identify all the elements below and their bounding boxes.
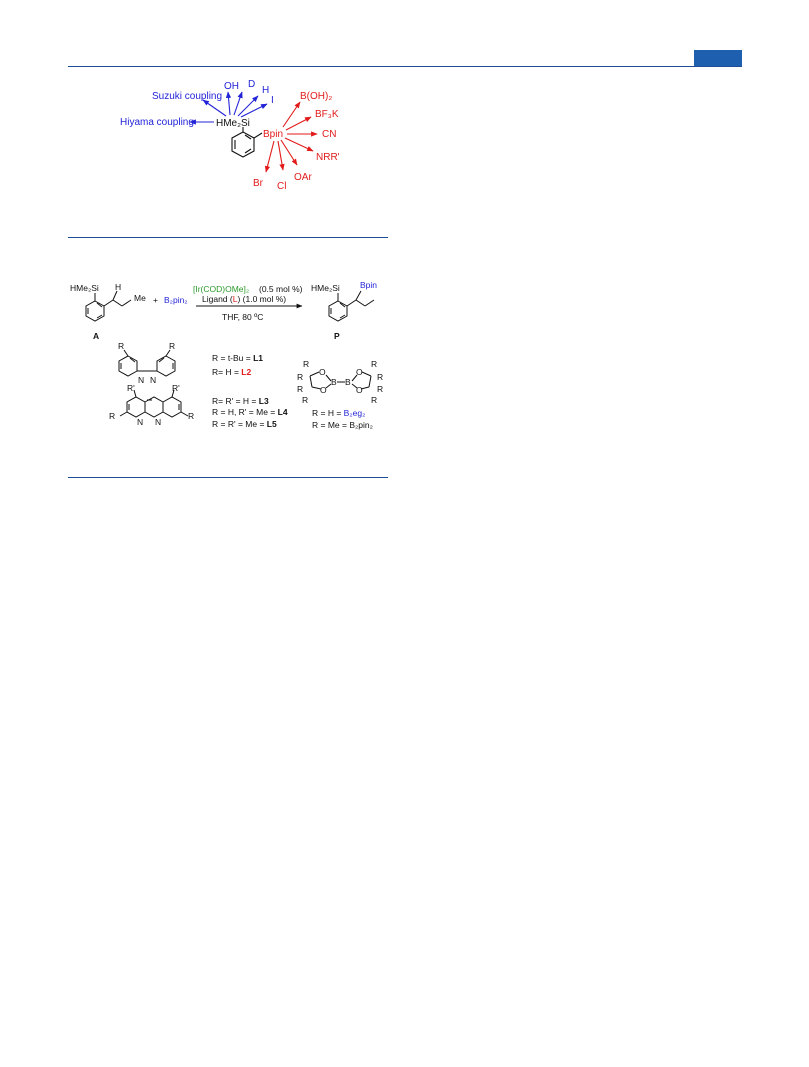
reactant-silyl: HMe₂Si: [70, 283, 99, 293]
trifluoroborate-label: BF₃K: [315, 109, 339, 120]
suzuki-coupling-label: Suzuki coupling: [152, 91, 223, 102]
catalyst-loading: (0.5 mol %): [259, 284, 303, 294]
diboron-r1: R: [303, 359, 310, 369]
aryloxy-label: OAr: [294, 172, 312, 183]
bipy-n-left: N: [138, 375, 145, 385]
bipy-r-right: R: [169, 341, 176, 351]
bipyridine-structure: [119, 350, 175, 376]
phen-rp-right: R': [172, 383, 180, 393]
borylation-scheme: [70, 280, 383, 430]
chloro-label: Cl: [277, 181, 287, 192]
b2pin2-reagent: B₂pin₂: [164, 295, 188, 305]
phenanthroline-structure: [120, 390, 188, 417]
ligand-l2-def: R= H = L2: [212, 367, 252, 377]
diboron-o1: O: [319, 367, 326, 377]
label-p: P: [334, 331, 340, 341]
reactant-a-structure: [86, 291, 131, 321]
amine-label: NRR': [316, 152, 340, 163]
h-label: H: [262, 85, 270, 96]
phen-rp-left: R': [127, 383, 135, 393]
diboron-b2: B: [345, 377, 351, 387]
solvent-temperature: THF, 80 ºC: [222, 312, 264, 322]
diboron-o4: O: [356, 385, 363, 395]
diboron-b2eg2-def: R = H = B₂eg₂: [312, 408, 366, 418]
product-bpin: Bpin: [360, 280, 378, 290]
hiyama-coupling-label: Hiyama coupling: [120, 117, 194, 128]
diboron-r7: R: [377, 384, 384, 394]
bipy-n-right: N: [150, 375, 157, 385]
bromo-label: Br: [253, 178, 263, 189]
diboron-r3: R: [297, 384, 304, 394]
ligand-conditions: Ligand (L) (1.0 mol %): [202, 294, 287, 304]
cyano-label: CN: [322, 129, 337, 140]
phen-n-right: N: [155, 417, 162, 427]
ligand-l4-def: R = H, R' = Me = L4: [212, 407, 288, 417]
silyl-group: HMe₂Si: [216, 118, 250, 129]
diboron-r6: R: [377, 372, 384, 382]
diboron-r5: R: [371, 359, 378, 369]
d-label: D: [248, 79, 256, 90]
phen-n-left: N: [137, 417, 144, 427]
diboron-r8: R: [371, 395, 378, 405]
reactant-methyl: Me: [134, 293, 146, 303]
diboron-b1: B: [331, 377, 337, 387]
bpin-group: Bpin: [263, 129, 284, 140]
product-silyl: HMe₂Si: [311, 283, 340, 293]
product-p-structure: [329, 291, 374, 321]
diboron-o3: O: [356, 367, 363, 377]
phen-r-left: R: [109, 411, 116, 421]
ligand-l5-def: R = R' = Me = L5: [212, 419, 277, 429]
boronic-acid-label: B(OH)₂: [300, 91, 333, 102]
label-a: A: [93, 331, 100, 341]
bipy-r-left: R: [118, 341, 125, 351]
phen-r-right: R: [188, 411, 195, 421]
i-label: I: [271, 95, 274, 106]
ligand-l3-def: R= R' = H = L3: [212, 396, 269, 406]
reactant-benzylic-h: H: [115, 282, 122, 292]
iridium-catalyst: [Ir(COD)OMe]₂: [193, 284, 250, 294]
benzene-ring: [232, 127, 262, 157]
plus-sign: +: [153, 295, 158, 305]
diboron-b2pin2-def: R = Me = B₂pin₂: [312, 420, 373, 430]
diboron-r4: R: [302, 395, 309, 405]
ligand-l1-def: R = t-Bu = L1: [212, 353, 264, 363]
diboron-o2: O: [320, 385, 327, 395]
oh-label: OH: [224, 81, 239, 92]
diboron-r2: R: [297, 372, 304, 382]
divergent-functionalization-figure: [120, 79, 340, 192]
